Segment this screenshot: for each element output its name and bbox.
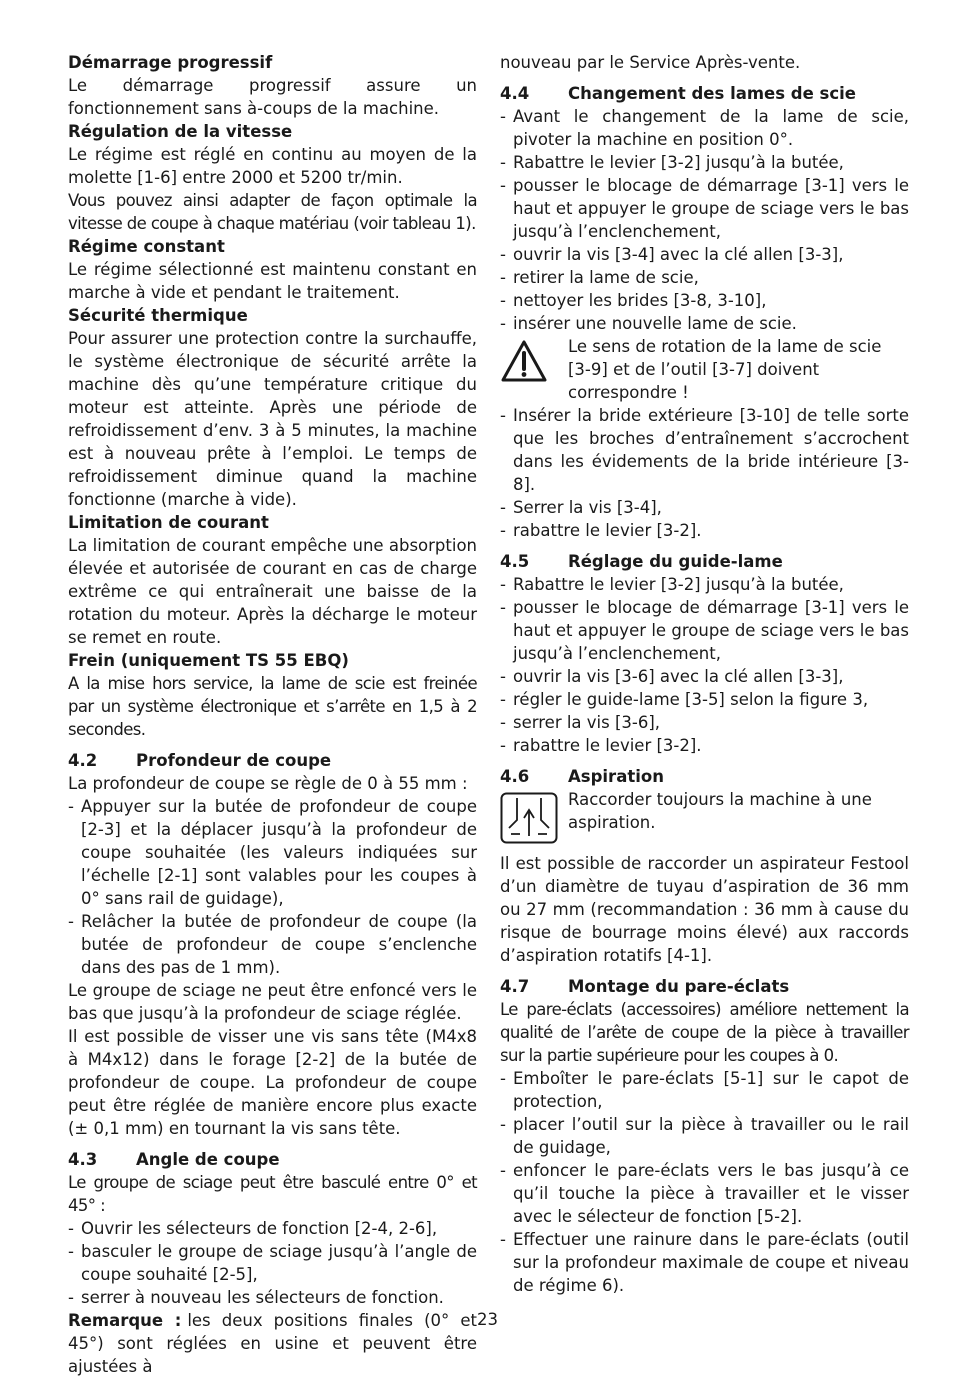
section-number: 4.2 [68,751,98,770]
section-title: Profondeur de coupe [136,751,332,770]
list-item: - ouvrir la vis [3-6] avec la clé allen [3-3], [500,667,844,686]
warning-text: Le sens de rotation de la lame de scie [3-9] et de l’outil [3-7] doivent correspondre ! [568,337,882,402]
section-heading-4-3 [68,1148,477,1171]
list-item: - Serrer la vis [3-4], [500,498,662,517]
paragraph-regulation-1: Le régime est réglé en continu au moyen de la molette [1-6] entre 2000 et 5200 tr/min. [68,145,477,187]
section-heading-4-2 [68,749,477,772]
right-column [500,51,909,1297]
paragraph-regulation-2: Vous pouvez ainsi adapter de façon optimale la vitesse de coupe à chaque matériau (voir tableau 1). [68,191,477,233]
list-item: - serrer la vis [3-6], [500,713,661,732]
list-item: - rabattre le levier [3-2]. [500,521,702,540]
paragraph-s42-intro: La profondeur de coupe se règle de 0 à 55 mm : [68,774,468,793]
paragraph-demarrage: Le démarrage progressif assure un fonctionnement sans à-coups de la machine. [68,76,477,118]
remark-label: Remarque : [68,1311,182,1330]
list-item: - Emboîter le pare-éclats [5-1] sur le capot de protection, [500,1069,909,1111]
section-number: 4.5 [500,552,530,571]
list-item: - rabattre le levier [3-2]. [500,736,702,755]
paragraph-constant: Le régime sélectionné est maintenu constant en marche à vide et pendant le traitement. [68,260,477,302]
paragraph-courant: La limitation de courant empêche une absorption élevée et autorisée de courant en cas de charge extrême ce qui entraînerait une baisse de la rotation du moteur. Après la décharge le moteur se remet en route. [68,536,477,647]
section-title: Changement des lames de scie [568,84,857,103]
dust-extraction-icon [500,788,568,850]
heading-frein: Frein (uniquement TS 55 EBQ) [68,651,349,670]
section-title: Réglage du guide-lame [568,552,783,571]
paragraph-s47-intro: Le pare-éclats (accessoires) améliore nettement la qualité de l’arête de coupe de la pièce à travailler sur la partie supérieure pour les coupes à 0. [500,1000,909,1065]
paragraph-continuation: nouveau par le Service Après-vente. [500,53,801,72]
section-title: Aspiration [568,767,664,786]
extraction-text: Raccorder toujours la machine à une aspiration. [568,790,872,832]
list-item: - Appuyer sur la butée de profondeur de coupe [2-3] et la déplacer jusqu’à la profondeur de coupe souhaitée (les valeurs indiquées sur l’échelle [2-1] sont valables pour les coupes à 0° sans rail de guidage), [68,797,477,908]
heading-courant: Limitation de courant [68,513,269,532]
list-item: - retirer la lame de scie, [500,268,699,287]
section-title: Angle de coupe [136,1150,280,1169]
warning-triangle-icon [500,335,568,389]
list-item: - insérer une nouvelle lame de scie. [500,314,797,333]
list-item: - pousser le blocage de démarrage [3-1] vers le haut et appuyer le groupe de sciage vers le bas jusqu’à l’enclenchement, [500,598,909,663]
paragraph-s43-intro: Le groupe de sciage peut être basculé entre 0° et 45° : [68,1173,477,1215]
list-item: - nettoyer les brides [3-8, 3-10], [500,291,767,310]
remark-text: les deux positions finales (0° et 45°) sont réglées en usine et peuvent être ajustées à [68,1311,477,1376]
heading-thermique: Sécurité thermique [68,306,248,325]
section-title: Montage du pare-éclats [568,977,790,996]
list-item: - Effectuer une rainure dans le pare-éclats (outil sur la profondeur maximale de coupe et niveau de régime 6). [500,1230,909,1295]
page-number: 23 [477,1310,498,1329]
section-number: 4.6 [500,767,530,786]
list-item: - enfoncer le pare-éclats vers le bas jusqu’à ce qu’il touche la pièce à travailler et le visser avec le sélecteur de fonction [5-2]. [500,1161,909,1226]
section-heading-4-7 [500,975,909,998]
list-item: - Ouvrir les sélecteurs de fonction [2-4, 2-6], [68,1219,438,1238]
list-item: - ouvrir la vis [3-4] avec la clé allen [3-3], [500,245,844,264]
section-heading-4-5 [500,550,909,573]
warning-note [500,335,909,404]
list-item: - serrer à nouveau les sélecteurs de fonction. [68,1288,444,1307]
paragraph-s42-1: Le groupe de sciage ne peut être enfoncé vers le bas que jusqu’à la profondeur de sciage réglée. [68,981,477,1023]
section-number: 4.3 [68,1150,98,1169]
list-item: - Insérer la bride extérieure [3-10] de telle sorte que les broches d’entraînement s’accrochent dans les évidements de la bride intérieure [3-8]. [500,406,909,494]
extraction-note [500,788,909,850]
list-item: - régler le guide-lame [3-5] selon la figure 3, [500,690,869,709]
heading-regulation: Régulation de la vitesse [68,122,293,141]
list-item: - Rabattre le levier [3-2] jusqu’à la butée, [500,575,844,594]
heading-constant: Régime constant [68,237,225,256]
list-item: - pousser le blocage de démarrage [3-1] vers le haut et appuyer le groupe de sciage vers le bas jusqu’à l’enclenchement, [500,176,909,241]
paragraph-s42-2: Il est possible de visser une vis sans tête (M4x8 à M4x12) dans le forage [2-2] de la butée de profondeur de coupe. La profondeur de coupe peut être réglée de manière encore plus exacte (± 0,1 mm) en tournant la vis sans tête. [68,1027,477,1138]
list-item: - placer l’outil sur la pièce à travailler ou le rail de guidage, [500,1115,909,1157]
list-item: - Rabattre le levier [3-2] jusqu’à la butée, [500,153,844,172]
section-heading-4-4 [500,82,909,105]
list-item: - Avant le changement de la lame de scie, pivoter la machine en position 0°. [500,107,909,149]
paragraph-s46: Il est possible de raccorder un aspirateur Festool d’un diamètre de tuyau d’aspiration de 36 mm ou 27 mm (recommandation : 36 mm à cause du risque de bourrage moins élevé) aux raccords d’aspiration rotatifs [4-1]. [500,854,909,965]
left-column [68,51,477,1378]
heading-demarrage: Démarrage progressif [68,53,273,72]
paragraph-frein: A la mise hors service, la lame de scie est freinée par un système électronique et s’arrête en 1,5 à 2 secondes. [68,674,477,739]
section-number: 4.7 [500,977,530,996]
list-item: - basculer le groupe de sciage jusqu’à l’angle de coupe souhaité [2-5], [68,1242,477,1284]
paragraph-thermique: Pour assurer une protection contre la surchauffe, le système électronique de sécurité arrête la machine dès qu’une température critique du moteur est atteinte. Après une période de refroidissement d’env. 3 à 5 minutes, la machine est à nouveau prête à l’emploi. Le temps de refroidissement diminue quand la machine fonctionne (marche à vide). [68,329,477,509]
section-number: 4.4 [500,84,530,103]
section-heading-4-6 [500,765,909,788]
list-item: - Relâcher la butée de profondeur de coupe (la butée de profondeur de coupe s’enclenche dans des pas de 1 mm). [68,912,477,977]
